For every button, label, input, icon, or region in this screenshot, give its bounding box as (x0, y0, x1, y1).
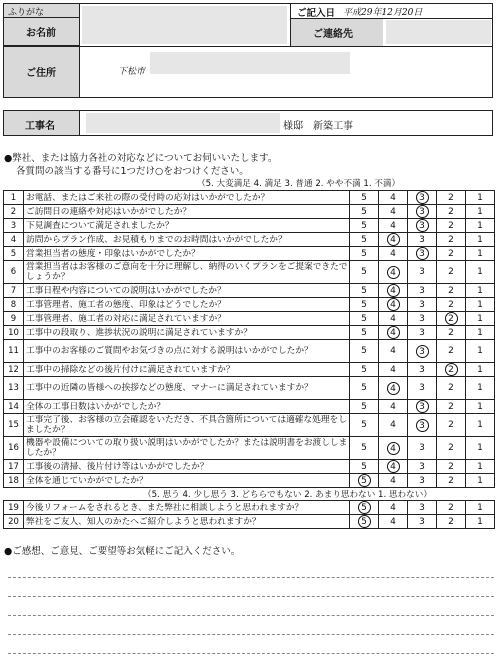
question-text: 機器や設備についての取り扱い説明はいかがでしたか？または説明書をお渡ししましたか？ (24, 437, 350, 460)
answer-option-label: 1 (477, 383, 483, 393)
address-value: 下松市 (118, 67, 146, 77)
question-number: 20 (4, 515, 24, 529)
question-row (4, 326, 495, 340)
question-number: 14 (4, 400, 24, 414)
question-row (4, 414, 495, 437)
question-text: 工事中の掃除などの後片付けに満足されていますか？ (24, 363, 350, 377)
answer-option-label: 3 (419, 285, 425, 296)
answer-option-label: 1 (477, 475, 483, 486)
answer-option-2[interactable] (437, 191, 466, 205)
question-number: 5 (4, 247, 24, 261)
question-text: 工事後の清掃、後片付け等はいかがでしたか？ (24, 460, 350, 474)
furigana-label: ふりがな (8, 8, 45, 18)
question-number: 16 (4, 437, 24, 460)
answer-option-label: 1 (477, 220, 483, 231)
answer-option-label: 1 (477, 401, 483, 412)
answer-option-4[interactable] (379, 205, 408, 219)
answer-option-label: 2 (448, 285, 454, 296)
answer-option-3[interactable] (408, 377, 437, 400)
question-row (4, 191, 495, 205)
question-text: 今後リフォームをされるとき、また弊社に相談しようと思われますか？ (24, 501, 350, 515)
answer-option-3[interactable] (408, 219, 437, 233)
answer-option-2[interactable] (437, 400, 466, 414)
selected-answer-circle: 2 (445, 363, 458, 376)
question-row (4, 233, 495, 247)
answer-option-label: 5 (361, 267, 367, 277)
answer-option-5[interactable] (350, 247, 379, 261)
question-number: 11 (4, 340, 24, 363)
answer-option-label: 5 (361, 443, 367, 453)
answer-option-label: 5 (361, 248, 367, 259)
question-row (4, 205, 495, 219)
question-text: 工事中の近隣の皆様への挨拶などの態度、マナーに満足されていますか？ (24, 377, 350, 400)
answer-option-label: 1 (477, 327, 483, 338)
question-row (4, 515, 495, 529)
answer-option-label: 5 (361, 364, 367, 375)
answer-option-label: 4 (390, 313, 396, 324)
answer-option-4[interactable] (379, 219, 408, 233)
question-text: 工事完了後、お客様の立会確認をいただき、不具合箇所については適確な処理をしましたか？ (24, 414, 350, 437)
answer-option-label: 3 (419, 364, 425, 375)
answer-option-label: 1 (477, 516, 483, 527)
selected-answer-circle: 4 (387, 442, 400, 455)
answer-option-label: 4 (390, 206, 396, 217)
answer-option-3[interactable] (408, 474, 437, 488)
question-text: 下見調査について満足されましたか？ (24, 219, 350, 233)
question-row (4, 363, 495, 377)
answer-option-1[interactable] (466, 205, 495, 219)
question-text: 工事中のお客様のご質問やお気づきの点に対する説明はいかがでしたか？ (24, 340, 350, 363)
answer-option-label: 1 (477, 206, 483, 217)
answer-option-4[interactable] (379, 474, 408, 488)
answer-option-4[interactable] (379, 515, 408, 529)
answer-option-3[interactable] (408, 363, 437, 377)
address-redacted (150, 52, 350, 74)
answer-option-1[interactable] (466, 340, 495, 363)
answer-option-label: 1 (477, 299, 483, 310)
answer-option-label: 2 (448, 502, 454, 513)
answer-option-label: 4 (390, 220, 396, 231)
question-number: 18 (4, 474, 24, 488)
comments-label: ●ご感想、ご意見、ご要望等お気軽にご記入ください。 (4, 546, 241, 557)
answer-option-5[interactable] (350, 400, 379, 414)
answer-option-label: 1 (477, 420, 483, 430)
answer-option-4[interactable] (379, 191, 408, 205)
answer-option-1[interactable] (466, 501, 495, 515)
answer-option-label: 3 (419, 234, 425, 245)
answer-option-4[interactable] (379, 437, 408, 460)
answer-option-label: 5 (361, 461, 367, 472)
answer-option-4[interactable] (379, 460, 408, 474)
selected-answer-circle: 4 (387, 284, 400, 297)
answer-option-label: 2 (448, 327, 454, 338)
selected-answer-circle: 5 (358, 474, 371, 487)
answer-option-label: 2 (448, 443, 454, 453)
answer-option-label: 5 (361, 327, 367, 338)
answer-option-label: 2 (448, 516, 454, 527)
answer-option-3[interactable] (408, 400, 437, 414)
question-row (4, 298, 495, 312)
date-value: 平成29年12月20日 (343, 8, 423, 18)
answer-option-label: 3 (419, 267, 425, 277)
answer-option-label: 5 (361, 285, 367, 296)
project-label: 工事名 (25, 121, 55, 132)
answer-option-label: 1 (477, 364, 483, 375)
selected-answer-circle: 3 (416, 400, 429, 413)
question-row (4, 247, 495, 261)
answer-option-2[interactable] (437, 377, 466, 400)
selected-answer-circle: 2 (445, 312, 458, 325)
answer-option-3[interactable] (408, 414, 437, 437)
answer-option-label: 4 (390, 364, 396, 375)
answer-option-4[interactable] (379, 340, 408, 363)
question-number: 8 (4, 298, 24, 312)
answer-option-label: 1 (477, 313, 483, 324)
selected-answer-circle: 3 (416, 219, 429, 232)
answer-option-label: 3 (419, 443, 425, 453)
question-number: 3 (4, 219, 24, 233)
selected-answer-circle: 3 (416, 345, 429, 358)
scale-legend: （5. 大変満足 4. 満足 3. 普通 2. やや不満 1. 不満） (197, 179, 401, 189)
answer-option-2[interactable] (437, 515, 466, 529)
answer-option-label: 1 (477, 346, 483, 356)
answer-option-label: 2 (448, 461, 454, 472)
answer-option-3[interactable] (408, 437, 437, 460)
answer-option-label: 4 (390, 192, 396, 203)
answer-option-label: 2 (448, 206, 454, 217)
answer-option-label: 3 (419, 313, 425, 324)
answer-option-4[interactable] (379, 247, 408, 261)
answer-option-5[interactable] (350, 233, 379, 247)
question-row (4, 312, 495, 326)
answer-option-1[interactable] (466, 219, 495, 233)
question-text: 工事日程や内容についての説明はいかがでしたか？ (24, 284, 350, 298)
answer-option-label: 1 (477, 443, 483, 453)
answer-option-label: 4 (390, 420, 396, 430)
answer-option-2[interactable] (437, 437, 466, 460)
name-field[interactable] (82, 6, 287, 44)
answer-option-4[interactable] (379, 501, 408, 515)
answer-option-5[interactable] (350, 191, 379, 205)
answer-option-5[interactable] (350, 284, 379, 298)
question-text: 工事管理者、施工者の対応に満足されていますか？ (24, 312, 350, 326)
selected-answer-circle: 3 (416, 247, 429, 260)
answer-option-5[interactable] (350, 219, 379, 233)
answer-option-1[interactable] (466, 284, 495, 298)
answer-option-5[interactable] (350, 326, 379, 340)
answer-option-3[interactable] (408, 284, 437, 298)
answer-option-label: 2 (448, 383, 454, 393)
question-number: 13 (4, 377, 24, 400)
answer-option-5[interactable] (350, 515, 379, 529)
answer-option-label: 2 (448, 401, 454, 412)
answer-option-3[interactable] (408, 501, 437, 515)
answer-option-label: 5 (361, 192, 367, 203)
answer-option-label: 3 (419, 516, 425, 527)
question-number: 15 (4, 414, 24, 437)
answer-option-label: 2 (448, 192, 454, 203)
answer-option-2[interactable] (437, 474, 466, 488)
answer-option-5[interactable] (350, 501, 379, 515)
answer-option-1[interactable] (466, 247, 495, 261)
answer-option-1[interactable] (466, 261, 495, 284)
question-row (4, 400, 495, 414)
selected-answer-circle: 4 (387, 298, 400, 311)
answer-option-label: 2 (448, 420, 454, 430)
answer-option-4[interactable] (379, 233, 408, 247)
answer-option-4[interactable] (379, 298, 408, 312)
answer-option-label: 2 (448, 346, 454, 356)
answer-option-4[interactable] (379, 261, 408, 284)
question-row (4, 284, 495, 298)
question-row (4, 340, 495, 363)
contact-label: ご連絡先 (313, 29, 353, 40)
answer-option-4[interactable] (379, 377, 408, 400)
answer-option-1[interactable] (466, 363, 495, 377)
answer-option-3[interactable] (408, 515, 437, 529)
answer-option-label: 2 (448, 220, 454, 231)
question-table (3, 190, 495, 488)
question-text: 弊社をご友人、知人のかたへご紹介しようと思われますか？ (24, 515, 350, 529)
answer-option-2[interactable] (437, 326, 466, 340)
answer-option-2[interactable] (437, 205, 466, 219)
answer-option-1[interactable] (466, 191, 495, 205)
answer-option-label: 5 (361, 346, 367, 356)
answer-option-5[interactable] (350, 261, 379, 284)
question-number: 2 (4, 205, 24, 219)
intro-line2: 各質問の該当する番号に1つだけ○をおつけください。 (16, 166, 249, 177)
question-text: 工事管理者、施工者の態度、印象はどうでしたか？ (24, 298, 350, 312)
answer-option-3[interactable] (408, 247, 437, 261)
contact-field[interactable] (386, 20, 491, 44)
answer-option-5[interactable] (350, 414, 379, 437)
answer-option-label: 1 (477, 461, 483, 472)
question-row (4, 437, 495, 460)
selected-answer-circle: 4 (387, 382, 400, 395)
answer-option-label: 1 (477, 502, 483, 513)
answer-option-2[interactable] (437, 340, 466, 363)
question-table-2 (3, 500, 495, 529)
answer-option-2[interactable] (437, 501, 466, 515)
answer-option-2[interactable] (437, 261, 466, 284)
answer-option-label: 4 (390, 516, 396, 527)
answer-option-3[interactable] (408, 340, 437, 363)
answer-option-label: 5 (361, 206, 367, 217)
selected-answer-circle: 3 (416, 419, 429, 432)
answer-option-label: 3 (419, 383, 425, 393)
intro-line1: ●弊社、または協力各社の対応などについてお伺いいたします。 (4, 153, 278, 164)
answer-option-1[interactable] (466, 414, 495, 437)
question-row (4, 377, 495, 400)
answer-option-5[interactable] (350, 474, 379, 488)
answer-option-label: 5 (361, 299, 367, 310)
answer-option-1[interactable] (466, 515, 495, 529)
answer-option-3[interactable] (408, 233, 437, 247)
answer-option-4[interactable] (379, 284, 408, 298)
answer-option-5[interactable] (350, 205, 379, 219)
answer-option-label: 1 (477, 192, 483, 203)
project-name-field[interactable] (86, 113, 280, 133)
answer-option-3[interactable] (408, 205, 437, 219)
answer-option-3[interactable] (408, 326, 437, 340)
selected-answer-circle: 4 (387, 326, 400, 339)
answer-option-4[interactable] (379, 363, 408, 377)
answer-option-5[interactable] (350, 437, 379, 460)
question-text: 訪問からプラン作成、お見積もりまでのお時間はいかがでしたか？ (24, 233, 350, 247)
question-number: 6 (4, 261, 24, 284)
answer-option-5[interactable] (350, 460, 379, 474)
answer-option-1[interactable] (466, 400, 495, 414)
answer-option-4[interactable] (379, 400, 408, 414)
question-number: 12 (4, 363, 24, 377)
answer-option-4[interactable] (379, 312, 408, 326)
answer-option-label: 5 (361, 234, 367, 245)
answer-option-1[interactable] (466, 298, 495, 312)
answer-option-2[interactable] (437, 363, 466, 377)
answer-option-5[interactable] (350, 312, 379, 326)
answer-option-4[interactable] (379, 326, 408, 340)
answer-option-label: 4 (390, 346, 396, 356)
answer-option-label: 2 (448, 267, 454, 277)
answer-option-label: 5 (361, 401, 367, 412)
question-text: 営業担当者はお客様のご意向を十分に理解し、納得のいくプランをご提案できたでしょうか？ (24, 261, 350, 284)
answer-option-5[interactable] (350, 363, 379, 377)
question-row (4, 261, 495, 284)
answer-option-label: 4 (390, 401, 396, 412)
selected-answer-circle: 5 (358, 501, 371, 514)
answer-option-label: 2 (448, 234, 454, 245)
answer-option-3[interactable] (408, 191, 437, 205)
answer-option-3[interactable] (408, 312, 437, 326)
date-label: ご記入日 (297, 8, 336, 19)
question-number: 1 (4, 191, 24, 205)
selected-answer-circle: 3 (416, 205, 429, 218)
answer-option-label: 2 (448, 299, 454, 310)
address-label: ご住所 (26, 68, 56, 79)
answer-option-label: 5 (361, 220, 367, 231)
answer-option-2[interactable] (437, 247, 466, 261)
question-row (4, 219, 495, 233)
selected-answer-circle: 4 (387, 233, 400, 246)
answer-option-label: 3 (419, 475, 425, 486)
answer-option-label: 3 (419, 327, 425, 338)
answer-option-2[interactable] (437, 298, 466, 312)
answer-option-label: 4 (390, 502, 396, 513)
comments-area[interactable] (8, 560, 494, 660)
question-text: 営業担当者の態度・印象はいかがでしたか？ (24, 247, 350, 261)
answer-option-1[interactable] (466, 437, 495, 460)
question-text: 工事中の段取り、進捗状況の説明に満足されていますか？ (24, 326, 350, 340)
answer-option-5[interactable] (350, 340, 379, 363)
answer-option-2[interactable] (437, 233, 466, 247)
selected-answer-circle: 4 (387, 460, 400, 473)
answer-option-label: 4 (390, 248, 396, 259)
answer-option-3[interactable] (408, 460, 437, 474)
answer-option-label: 1 (477, 248, 483, 259)
answer-option-label: 4 (390, 475, 396, 486)
name-label: お名前 (26, 28, 56, 39)
answer-option-1[interactable] (466, 460, 495, 474)
answer-option-3[interactable] (408, 261, 437, 284)
answer-option-label: 5 (361, 420, 367, 430)
question-row (4, 460, 495, 474)
answer-option-3[interactable] (408, 298, 437, 312)
scale2-legend: （5. 思う 4. 少し思う 3. どちらでもない 2. あまり思わない 1. 思わない） (143, 490, 432, 500)
answer-option-1[interactable] (466, 233, 495, 247)
answer-option-label: 3 (419, 299, 425, 310)
selected-answer-circle: 3 (416, 191, 429, 204)
question-row (4, 501, 495, 515)
answer-option-label: 3 (419, 502, 425, 513)
answer-option-label: 3 (419, 461, 425, 472)
answer-option-2[interactable] (437, 312, 466, 326)
answer-option-2[interactable] (437, 284, 466, 298)
answer-option-2[interactable] (437, 460, 466, 474)
question-text: ご訪問日の連絡や対応はいかがでしたか？ (24, 205, 350, 219)
answer-option-1[interactable] (466, 474, 495, 488)
question-number: 10 (4, 326, 24, 340)
answer-option-1[interactable] (466, 312, 495, 326)
project-suffix: 様邸 新築工事 (283, 121, 353, 132)
question-number: 4 (4, 233, 24, 247)
answer-option-label: 2 (448, 248, 454, 259)
answer-option-label: 1 (477, 267, 483, 277)
question-number: 19 (4, 501, 24, 515)
selected-answer-circle: 4 (387, 266, 400, 279)
answer-option-1[interactable] (466, 377, 495, 400)
answer-option-1[interactable] (466, 326, 495, 340)
answer-option-4[interactable] (379, 414, 408, 437)
question-number: 9 (4, 312, 24, 326)
answer-option-label: 2 (448, 475, 454, 486)
question-text: お電話、またはご来社の際の受付時の応対はいかがでしたか？ (24, 191, 350, 205)
question-text: 全体の工事日数はいかがでしたか？ (24, 400, 350, 414)
question-number: 7 (4, 284, 24, 298)
answer-option-2[interactable] (437, 414, 466, 437)
answer-option-5[interactable] (350, 377, 379, 400)
answer-option-label: 5 (361, 383, 367, 393)
selected-answer-circle: 5 (358, 515, 371, 528)
question-row (4, 474, 495, 488)
answer-option-label: 5 (361, 313, 367, 324)
answer-option-label: 1 (477, 234, 483, 245)
question-text: 全体を通じていかがでしたか？ (24, 474, 350, 488)
answer-option-2[interactable] (437, 219, 466, 233)
question-number: 17 (4, 460, 24, 474)
answer-option-5[interactable] (350, 298, 379, 312)
answer-option-label: 1 (477, 285, 483, 296)
